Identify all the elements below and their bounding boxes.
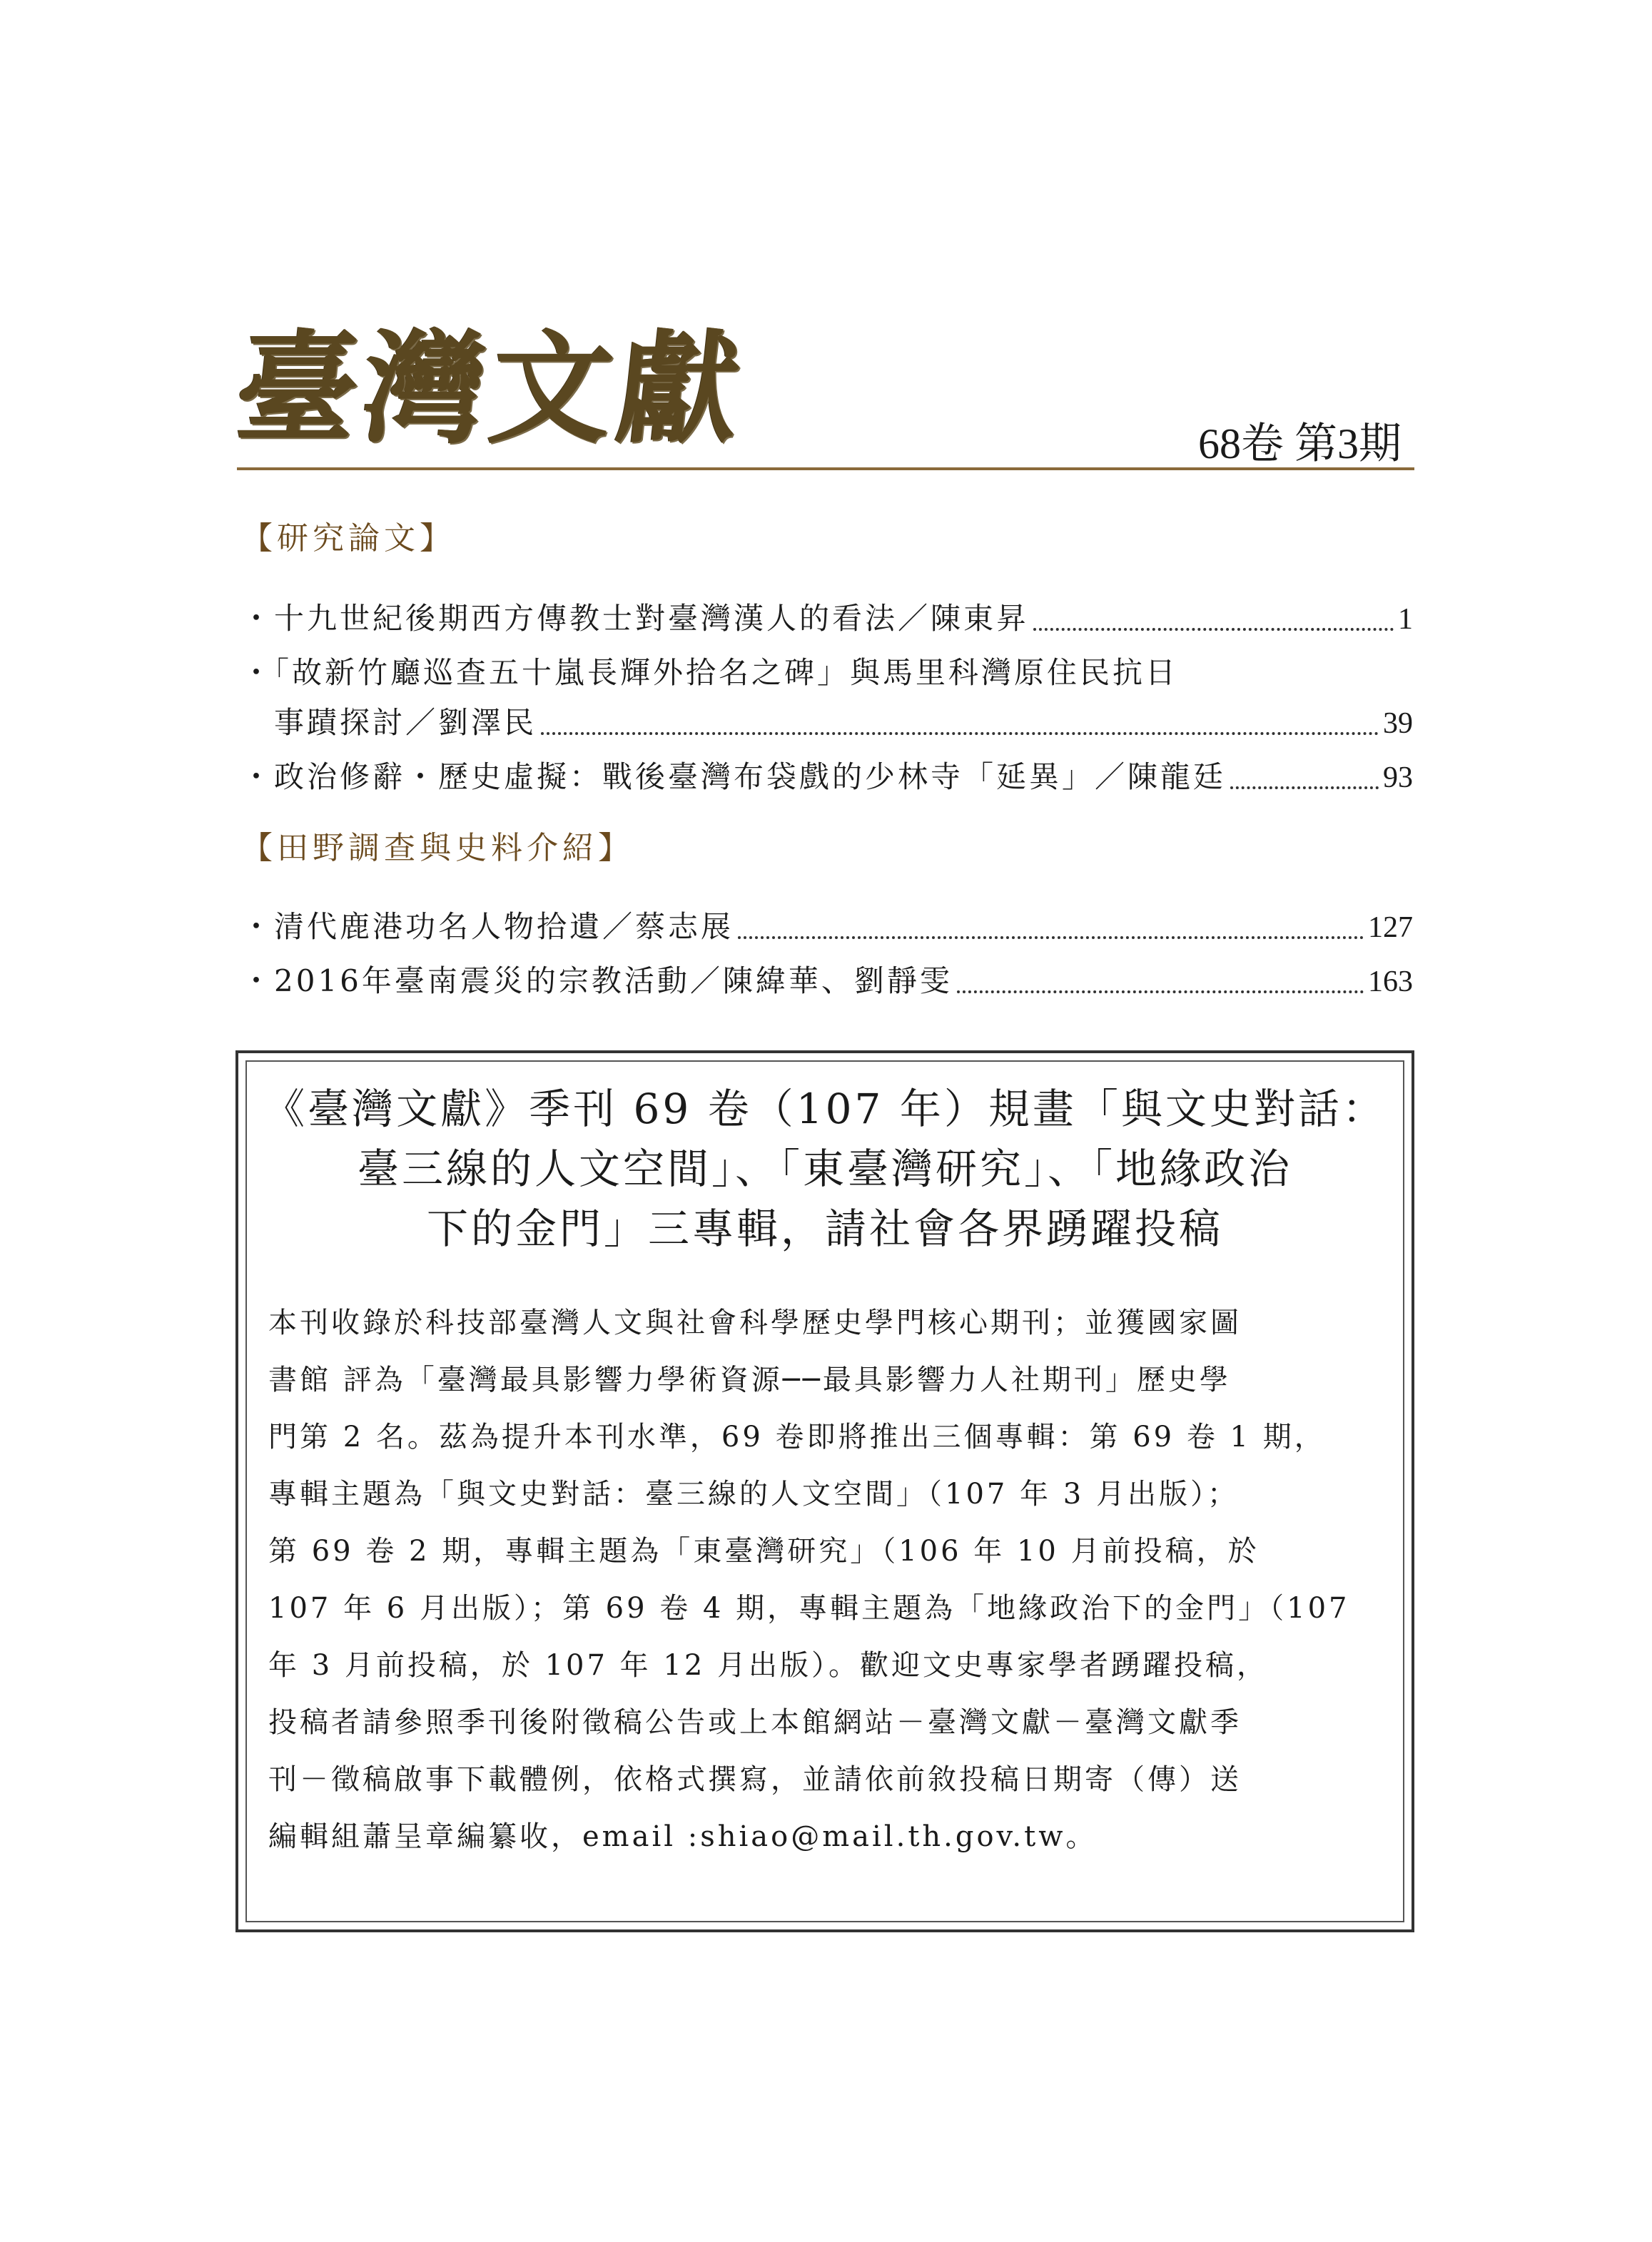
toc-entry-page: 127	[1368, 911, 1413, 944]
notice-body-line: 年 3 月前投稿，於 107 年 12 月出版）。歡迎文史專家學者踴躍投稿，	[268, 1649, 1268, 1682]
toc-leader-dots	[1230, 786, 1379, 789]
toc-leader-dots	[541, 732, 1379, 735]
notice-title-line: 下的金門」三專輯，請社會各界踴躍投稿	[426, 1204, 1223, 1253]
section-heading-fieldwork: 【田野調查與史料介紹】	[241, 830, 634, 866]
issue-number: 68卷 第3期	[1198, 420, 1402, 467]
toc-entry[interactable]	[241, 595, 1413, 638]
toc-leader-dots	[738, 936, 1364, 939]
toc-entry-title: ・十九世紀後期西方傳教士對臺灣漢人的看法／陳東昇	[241, 601, 1030, 636]
toc-entry[interactable]	[241, 699, 1413, 742]
section-heading-research: 【研究論文】	[241, 520, 455, 557]
masthead	[229, 314, 1414, 471]
toc-leader-dots	[957, 990, 1364, 993]
toc-entry-title: ・2016年臺南震災的宗教活動／陳緯華、劉靜雯	[241, 963, 953, 998]
journal-title-calligraphy: 臺灣文獻	[229, 318, 753, 460]
toc-entry-title: ・政治修辭・歷史虛擬：戰後臺灣布袋戲的少林寺「延異」／陳龍廷	[241, 759, 1227, 794]
toc-entry-title-line1: ・「故新竹廳巡查五十嵐長輝外拾名之碑」與馬里科灣原住民抗日	[241, 655, 1179, 690]
notice-body-line: 本刊收錄於科技部臺灣人文與社會科學歷史學門核心期刊；並獲國家圖	[268, 1307, 1242, 1339]
notice-body	[268, 1294, 1382, 1865]
notice-title	[238, 1079, 1412, 1259]
toc-entry-title: ・清代鹿港功名人物拾遺／蔡志展	[241, 909, 734, 944]
toc-entry-page: 39	[1383, 707, 1413, 740]
notice-body-line: 107 年 6 月出版）；第 69 卷 4 期，專輯主題為「地緣政治下的金門」（107	[268, 1592, 1350, 1625]
toc-entry[interactable]	[241, 754, 1413, 796]
notice-body-line: 專輯主題為「與文史對話：臺三線的人文空間」（107 年 3 月出版）；	[268, 1478, 1239, 1511]
toc-entry[interactable]	[241, 958, 1413, 1000]
notice-body-line: 門第 2 名。茲為提升本刊水準，69 卷即將推出三個專輯：第 69 卷 1 期，	[268, 1421, 1326, 1454]
toc-entry-title: 事蹟探討／劉澤民	[241, 705, 537, 740]
toc-entry-page: 93	[1383, 761, 1413, 794]
toc-entry-page: 1	[1398, 603, 1413, 636]
notice-title-line: 《臺灣文獻》季刊 69 卷（107 年）規畫「與文史對話：	[263, 1085, 1387, 1133]
notice-body-line: 書館 評為「臺灣最具影響力學術資源──最具影響力人社期刊」歷史學	[268, 1364, 1231, 1396]
toc-entry-page: 163	[1368, 965, 1413, 998]
notice-body-line: 刊－徵稿啟事下載體例，依格式撰寫，並請依前敘投稿日期寄（傳）送	[268, 1763, 1242, 1796]
notice-body-line: 投稿者請參照季刊後附徵稿公告或上本館網站－臺灣文獻－臺灣文獻季	[268, 1706, 1242, 1739]
call-for-papers-box	[235, 1050, 1414, 1932]
notice-body-line: 第 69 卷 2 期，專輯主題為「東臺灣研究」（106 年 10 月前投稿，於	[268, 1535, 1260, 1568]
notice-title-line: 臺三線的人文空間」、「東臺灣研究」、「地緣政治	[357, 1145, 1292, 1193]
toc-leader-dots	[1033, 628, 1394, 631]
masthead-divider	[237, 467, 1414, 470]
toc-entry[interactable]	[241, 903, 1413, 946]
notice-body-line: 編輯組蕭呈章編纂收，email :shiao@mail.th.gov.tw。	[268, 1820, 1098, 1853]
